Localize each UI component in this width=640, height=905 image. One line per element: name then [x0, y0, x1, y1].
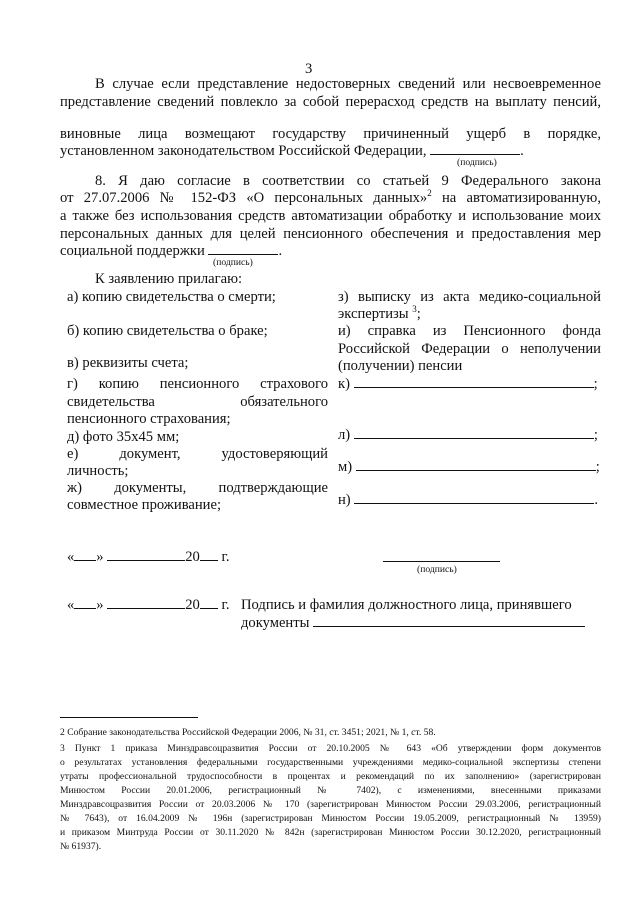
- para8-line1: 8. Я даю согласие в соответствии со статьей 9 Федерального закона: [95, 173, 601, 189]
- date-close-quote: »: [96, 549, 104, 565]
- para8-line3: а также без использования средств автоматизации обработку и использование моих: [60, 208, 601, 224]
- date-year-suffix: г.: [221, 549, 230, 565]
- date2-year-blank: [200, 596, 218, 609]
- attach-b: б) копию свидетельства о браке;: [67, 323, 268, 339]
- date-line-1: [67, 548, 230, 566]
- applicant-signature-line: [383, 561, 500, 562]
- para8-line4: персональных данных для целей пенсионного обеспечения и предоставления мер: [60, 226, 601, 242]
- attach-z-line2: [338, 305, 421, 323]
- date-day-blank: [74, 548, 96, 561]
- para7-line3: виновные лица возмещают государству причиненный ущерб в порядке,: [60, 126, 601, 142]
- footnote-3-line8: № 61937).: [60, 841, 102, 852]
- footnote-3-line6: № 7643), от 16.04.2009 № 196н (зарегистрирован Минюстом России 19.05.2009, регистрационный № 13959): [60, 813, 601, 824]
- attach-i-line3: (получении) пенсии: [338, 358, 463, 374]
- attach-z-line2-end: ;: [416, 306, 421, 322]
- official-signature-label-1: Подпись и фамилия должностного лица, принявшего: [241, 597, 572, 613]
- attach-z-line1: з) выписку из акта медико-социальной: [338, 289, 601, 305]
- date-open-quote: «: [67, 549, 75, 565]
- attach-k-line: [354, 375, 594, 388]
- signature-line-2: [208, 242, 278, 255]
- footnote-2: 2 Собрание законодательства Российской Федерации 2006, № 31, ст. 3451; 2021, № 1, ст. 58.: [60, 727, 436, 738]
- date2-year-suffix: г.: [221, 597, 230, 613]
- attach-z-line2-text: экспертизы: [338, 306, 413, 322]
- para7-line1: В случае если представление недостоверных сведений или несвоевременное: [95, 76, 601, 92]
- attach-m: [338, 458, 600, 476]
- date-line-2: [67, 596, 230, 614]
- attach-a: а) копию свидетельства о смерти;: [67, 289, 276, 305]
- date-year-blank: [200, 548, 218, 561]
- para7-line4: [60, 142, 524, 160]
- attach-zh-line1: ж) документы, подтверждающие: [67, 480, 328, 496]
- attach-m-end: ;: [595, 459, 600, 475]
- footnote-separator: [60, 717, 198, 718]
- attach-e-line2: личность;: [67, 463, 129, 479]
- date2-day-blank: [74, 596, 96, 609]
- footnote-3-line3: утраты профессиональной трудоспособности в процентах и рекомендаций по их заполнению» (зарегистрирован: [60, 771, 601, 782]
- attach-l-line: [354, 426, 594, 439]
- attach-g-line2: свидетельства обязательного: [67, 394, 328, 410]
- official-signature-line: [313, 614, 585, 627]
- attach-m-line: [356, 458, 596, 471]
- attach-k: [338, 375, 598, 393]
- footnote-3-line4: Минюстом России 20.01.2006, регистрационный № 7402), с изменениями, внесенными приказами: [60, 785, 601, 796]
- attach-n-label: н): [338, 492, 351, 508]
- footnote-3-line2: о результатах установления федеральными государственными учреждениями медико-социальной экспертизы степени: [60, 757, 601, 768]
- date2-open-quote: «: [67, 597, 75, 613]
- signature-caption-3: (подпись): [417, 564, 457, 575]
- attach-d: д) фото 35х45 мм;: [67, 429, 180, 445]
- attach-l: [338, 426, 598, 444]
- para7-line4-text: установленном законодательством Российской Федерации,: [60, 143, 427, 159]
- attach-n: [338, 491, 598, 509]
- footnote-3-line5: Минздравсоцразвития России от 20.03.2006 № 170 (зарегистрирован Минюстом России 29.03.2006, регистрационный: [60, 799, 601, 810]
- attach-m-label: м): [338, 459, 353, 475]
- attach-n-end: .: [594, 492, 598, 508]
- date2-close-quote: »: [96, 597, 104, 613]
- official-line2-text: документы: [241, 615, 310, 631]
- footnote-3-line7: и приказом Минтруда России от 30.11.2020 № 842н (зарегистрирован Минюстом России 30.12.2020, регистрационный: [60, 827, 601, 838]
- date2-year-prefix: 20: [185, 597, 200, 613]
- attach-v: в) реквизиты счета;: [67, 355, 189, 371]
- official-signature-label-2: [241, 614, 585, 632]
- para8-line5-end: .: [278, 243, 283, 259]
- date2-month-blank: [107, 596, 185, 609]
- para8-line5-text: социальной поддержки: [60, 243, 205, 259]
- signature-caption-2: (подпись): [213, 257, 253, 268]
- date-year-prefix: 20: [185, 549, 200, 565]
- attach-e-line1: е) документ, удостоверяющий: [67, 446, 328, 462]
- attach-l-label: л): [338, 427, 351, 443]
- attachments-heading: К заявлению прилагаю:: [95, 271, 243, 287]
- footnote-ref-3: 3: [412, 304, 417, 315]
- attach-g-line1: г) копию пенсионного страхового: [67, 376, 328, 392]
- attach-n-line: [354, 491, 594, 504]
- attach-i-line2: Российской Федерации о неполучении: [338, 341, 601, 357]
- para8-line2: [60, 189, 601, 207]
- attach-zh-line2: совместное проживание;: [67, 497, 222, 513]
- para7-line2: представление сведений повлекло за собой перерасход средств на выплату пенсий,: [60, 94, 601, 110]
- date-month-blank: [107, 548, 185, 561]
- para8-line2b: на автоматизированную,: [431, 190, 601, 206]
- attach-l-end: ;: [593, 427, 598, 443]
- para7-line4-end: .: [520, 143, 524, 159]
- attach-k-label: к): [338, 376, 350, 392]
- attach-i-line1: и) справка из Пенсионного фонда: [338, 323, 601, 339]
- page-number: 3: [305, 61, 313, 77]
- footnote-3-line1: 3 Пункт 1 приказа Минздравсоцразвития России от 20.10.2005 № 643 «Об утверждении форм документов: [60, 743, 601, 754]
- signature-line: [430, 142, 520, 155]
- para8-line2a: от 27.07.2006 № 152-ФЗ «О персональных данных»: [60, 190, 428, 206]
- attach-k-end: ;: [593, 376, 598, 392]
- footnote-ref-2: 2: [427, 188, 432, 199]
- signature-caption-1: (подпись): [457, 157, 497, 168]
- attach-g-line3: пенсионного страхования;: [67, 411, 231, 427]
